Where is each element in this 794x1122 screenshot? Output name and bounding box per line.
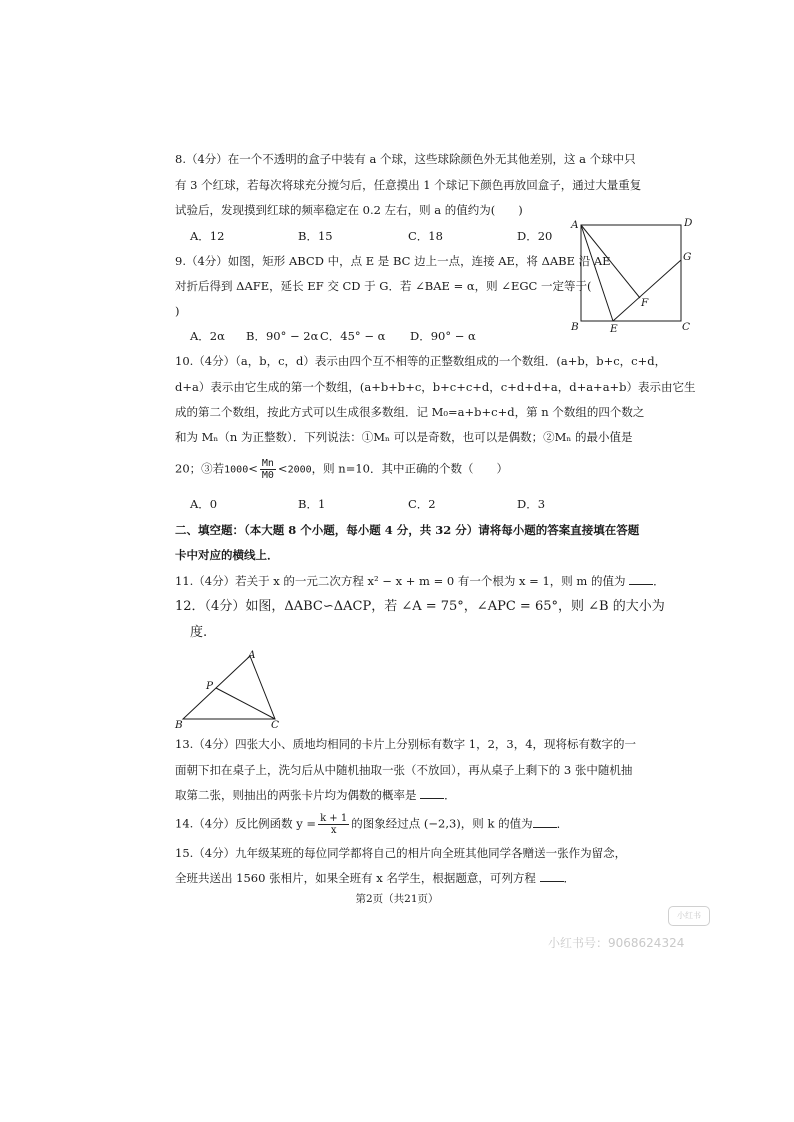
frac-numerator: k + 1 [320, 813, 348, 824]
section-2-heading-line-2: 卡中对应的横线上． [175, 548, 279, 562]
watermark-badge-label: 小红书 [677, 911, 701, 920]
q10-choice-c: C．2 [408, 497, 436, 511]
q10-line-4: 和为 Mₙ（n 为正整数）．下列说法：①Mₙ 可以是奇数，也可以是偶数；②Mₙ 的最小值是 [175, 430, 633, 444]
label-g: G [683, 251, 692, 263]
q13-line-1: 13.（4分）四张大小、质地均相同的卡片上分别标有数字 1，2，3，4，现将标有数字的一 [175, 737, 637, 751]
q8-line-3: 试验后，发现摸到红球的频率稳定在 0.2 左右，则 a 的值约为( ) [175, 203, 523, 217]
q10-line-3: 成的第二个数组，按此方式可以生成很多数组．记 M₀=a+b+c+d，第 n 个数组的四个数之 [175, 405, 645, 419]
q13-end: ． [444, 788, 456, 802]
q10-upper-bound: 2000 [287, 464, 312, 476]
watermark-text: 小红书号：9068624324 [548, 936, 685, 950]
q8-choice-c: C．18 [408, 229, 443, 243]
q15-end: ． [563, 871, 576, 885]
q11-end: ． [653, 574, 665, 588]
q10-line-5-pre: 20；③若 [175, 461, 225, 476]
q10-line-1: 10.（4分）（a，b，c，d）表示由四个互不相等的正整数组成的一个数组．(a+b，b+c，c+d， [175, 354, 667, 368]
label-d: D [684, 217, 693, 229]
label-a: A [571, 219, 579, 231]
q13-line-2: 面朝下扣在桌子上，洗匀后从中随机抽取一张（不放回），再从桌子上剩下的 3 张中随机抽 [175, 763, 633, 777]
segment-ae [581, 225, 613, 321]
less-than-sign-icon: < [277, 461, 288, 476]
q8-choice-a: A．12 [190, 229, 225, 243]
q10-lower-bound: 1000 [224, 464, 249, 476]
q8-line-2: 有 3 个红球，若每次将球充分搅匀后，任意摸出 1 个球记下颜色再放回盒子，通过大量重复 [175, 178, 642, 192]
q11-line [175, 574, 665, 588]
q15-text: 全班共送出 1560 张相片，如果全班有 x 名学生，根据题意，可列方程 [175, 871, 536, 885]
q9-line-2: 对折后得到 ΔAFE，延长 EF 交 CD 于 G．若 ∠BAE = α，则 ∠EGC 一定等于( [175, 279, 592, 293]
q10-choice-a: A．0 [190, 497, 218, 511]
frac-denominator: M0 [261, 470, 274, 481]
page-number: 第2页（共21页） [355, 893, 439, 905]
q10-line-5-post: ，则 n=10．其中正确的个数（ ） [311, 461, 508, 476]
q9-line-1: 9.（4分）如图，矩形 ABCD 中，点 E 是 BC 边上一点，连接 AE，将 ΔABE 沿 AE [175, 254, 611, 268]
q9-rectangle-figure [568, 214, 694, 334]
q11-answer-blank [629, 574, 653, 585]
q14-post: 的图象经过点 (−2,3)，则 k 的值为 [351, 816, 533, 831]
q9-line-3: ) [175, 304, 180, 318]
label-f: F [641, 297, 649, 309]
q14-answer-blank [533, 817, 557, 828]
q10-line-5 [175, 458, 508, 481]
triangle-abc [183, 656, 275, 719]
q10-line-2: d+a）表示由它生成的第一个数组，(a+b+b+c，b+c+c+d，c+d+d+a，d+a+a+b）表示由它生 [175, 380, 696, 394]
frac-denominator: x [330, 825, 337, 836]
q12-triangle-figure [170, 646, 288, 732]
label-a: A [248, 649, 256, 661]
label-c: C [271, 719, 280, 731]
segment-pc [216, 688, 275, 719]
q8-line-1: 8.（4分）在一个不透明的盒子中装有 a 个球，这些球除颜色外无其他差别，这 a 个球中只 [175, 152, 636, 166]
label-b: B [175, 719, 183, 731]
q15-line-2 [175, 871, 575, 885]
label-e: E [610, 323, 618, 334]
q10-choice-b: B．1 [298, 497, 326, 511]
q9-choice-c: C．45° − α [320, 329, 386, 343]
q14-line [175, 813, 568, 836]
section-2-heading-line-1: 二、填空题：（本大题 8 个小题，每小题 4 分，共 32 分）请将每小题的答案直接填在答题 [175, 523, 640, 537]
q10-ratio-fraction [260, 458, 276, 481]
q8-choice-d: D．20 [517, 229, 553, 243]
q8-choice-b: B．15 [298, 229, 333, 243]
segment-af [581, 225, 640, 298]
label-c: C [682, 321, 691, 333]
label-b: B [571, 321, 579, 333]
q12-line-2: 度. [190, 625, 208, 640]
watermark-badge [668, 906, 710, 926]
q11-text: 11.（4分）若关于 x 的一元二次方程 x² − x + m = 0 有一个根为 x = 1，则 m 的值为 [175, 574, 626, 588]
q12-line-1: 12．（4分）如图，ΔABC∽ΔACP，若 ∠A = 75°，∠APC = 65°，则 ∠B 的大小为 [175, 599, 665, 614]
q9-choice-b: B．90° − 2α [246, 329, 319, 343]
less-than-sign-icon: < [248, 461, 258, 476]
q13-answer-blank [420, 788, 444, 799]
q14-fraction [318, 813, 349, 836]
q9-choice-a: A．2α [190, 329, 225, 343]
q14-end: ． [556, 816, 569, 831]
q10-choice-d: D．3 [517, 497, 546, 511]
q14-pre: 14.（4分）反比例函数 y = [175, 816, 317, 831]
q13-line-3 [175, 788, 456, 802]
frac-numerator: Mn [261, 458, 274, 469]
label-p: P [206, 680, 214, 692]
q13-text: 取第二张，则抽出的两张卡片均为偶数的概率是 [175, 788, 417, 802]
q9-choice-d: D．90° − α [410, 329, 476, 343]
q15-line-1: 15.（4分）九年级某班的每位同学都将自己的相片向全班其他同学各赠送一张作为留念， [175, 846, 627, 860]
q15-answer-blank [540, 871, 564, 882]
segment-eg [613, 260, 681, 321]
